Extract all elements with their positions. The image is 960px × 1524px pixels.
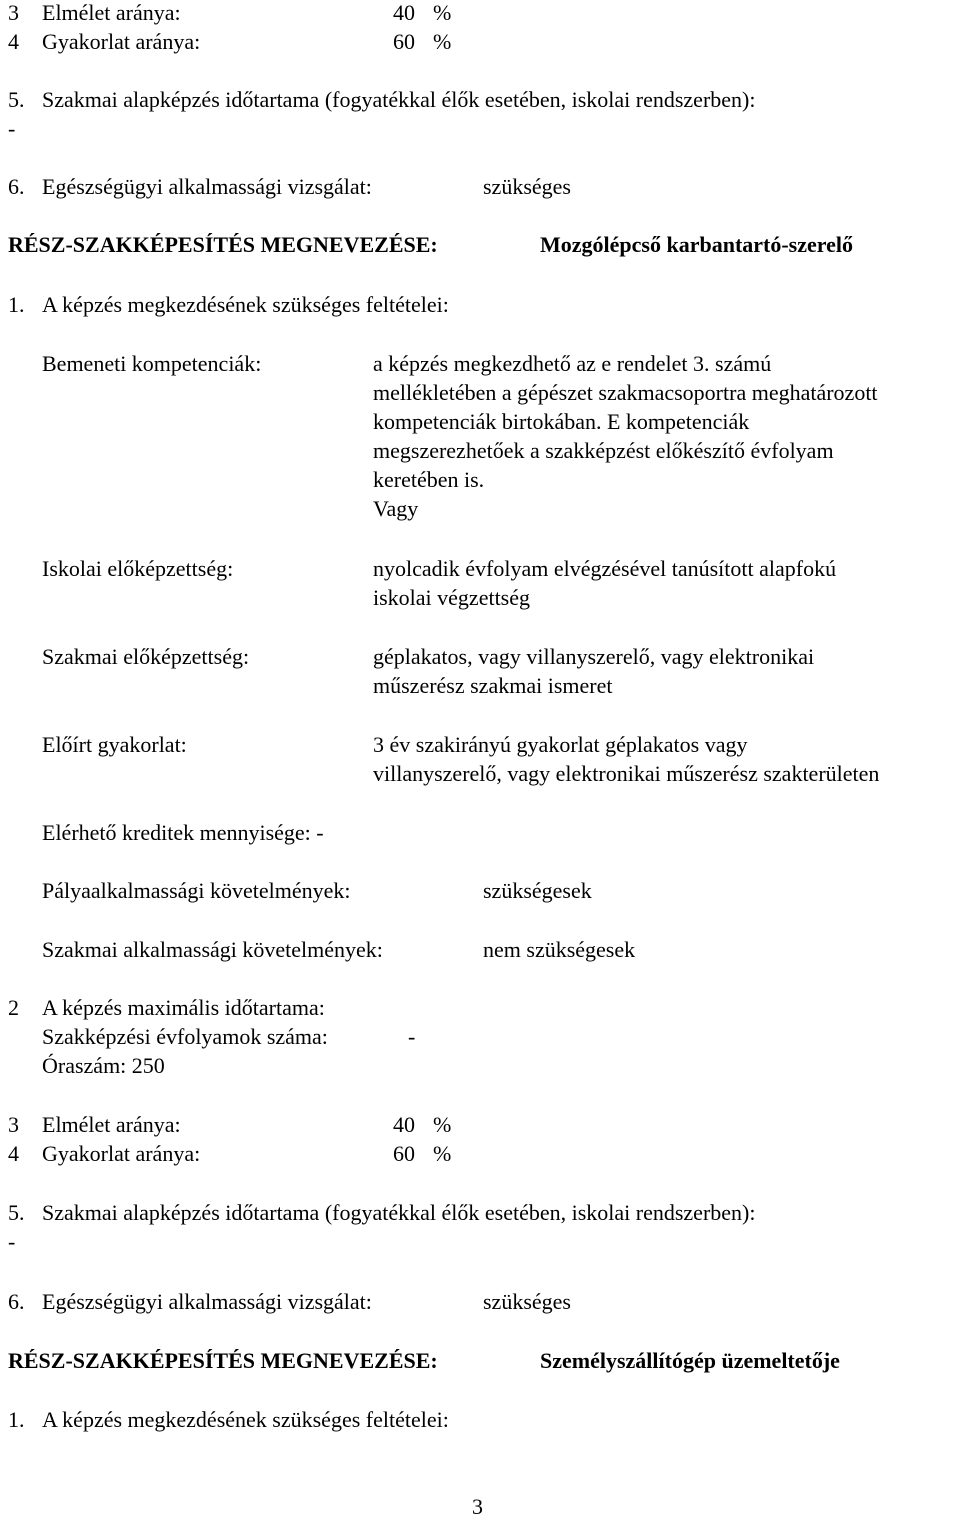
input-competencies-line: Vagy	[373, 496, 419, 521]
entry-conditions-label: A képzés megkezdésének szükséges feltételei:	[42, 1407, 449, 1432]
professional-aptitude-value: nem szükségesek	[483, 937, 636, 962]
theory-ratio-label: Elmélet aránya:	[42, 1112, 181, 1137]
health-check-label: Egészségügyi alkalmassági vizsgálat:	[42, 1289, 372, 1314]
qualification-heading: RÉSZ-SZAKKÉPESÍTÉS MEGNEVEZÉSE:	[8, 1348, 438, 1373]
entry-conditions-label: A képzés megkezdésének szükséges feltételei:	[42, 292, 449, 317]
practice-ratio-value: 60	[393, 1141, 415, 1166]
qualification-name: Személyszállítógép üzemeltetője	[540, 1348, 840, 1373]
theory-ratio-value: 40	[393, 1112, 415, 1137]
health-check-value: szükséges	[483, 174, 571, 199]
practice-ratio-label: Gyakorlat aránya:	[42, 1141, 201, 1166]
health-check-value: szükséges	[483, 1289, 571, 1314]
school-education-label: Iskolai előképzettség:	[42, 556, 234, 581]
input-competencies-line: a képzés megkezdhető az e rendelet 3. számú	[373, 351, 772, 376]
percent-unit: %	[433, 1112, 452, 1137]
basic-training-duration-label: Szakmai alapképzés időtartama (fogyatékkal élők esetében, iskolai rendszerben):	[42, 1200, 756, 1225]
item-number: 4	[8, 1141, 19, 1166]
grade-count-label: Szakképzési évfolyamok száma:	[42, 1024, 328, 1049]
required-practice-line: 3 év szakirányú gyakorlat géplakatos vagy	[373, 732, 748, 757]
professional-education-line: műszerész szakmai ismeret	[373, 673, 613, 698]
hours-text: Óraszám: 250	[42, 1053, 165, 1078]
input-competencies-line: keretében is.	[373, 467, 485, 492]
item-number: 5.	[8, 87, 25, 112]
item-number: 1.	[8, 1407, 25, 1432]
professional-education-line: géplakatos, vagy villanyszerelő, vagy elektronikai	[373, 644, 815, 669]
required-practice-line: villanyszerelő, vagy elektronikai műszerész szakterületen	[373, 761, 880, 786]
item-number: 2	[8, 995, 19, 1020]
grade-count-value: -	[408, 1024, 416, 1049]
percent-unit: %	[433, 1141, 452, 1166]
page-number: 3	[472, 1494, 483, 1519]
career-aptitude-label: Pályaalkalmassági követelmények:	[42, 878, 351, 903]
input-competencies-line: kompetenciák birtokában. E kompetenciák	[373, 409, 750, 434]
theory-ratio-value: 40	[393, 0, 415, 25]
career-aptitude-value: szükségesek	[483, 878, 592, 903]
item-number: 6.	[8, 1289, 25, 1314]
percent-unit: %	[433, 0, 452, 25]
health-check-label: Egészségügyi alkalmassági vizsgálat:	[42, 174, 372, 199]
qualification-name: Mozgólépcső karbantartó-szerelő	[540, 232, 854, 257]
basic-training-duration-value: -	[8, 1229, 16, 1254]
item-number: 4	[8, 29, 19, 54]
item-number: 3	[8, 0, 19, 25]
credits-text: Elérhető kreditek mennyisége: -	[42, 820, 324, 845]
theory-ratio-label: Elmélet aránya:	[42, 0, 181, 25]
max-duration-label: A képzés maximális időtartama:	[42, 995, 325, 1020]
item-number: 3	[8, 1112, 19, 1137]
basic-training-duration-value: -	[8, 116, 16, 141]
professional-education-label: Szakmai előképzettség:	[42, 644, 250, 669]
input-competencies-line: megszerezhetőek a szakképzést előkészítő évfolyam	[373, 438, 834, 463]
basic-training-duration-label: Szakmai alapképzés időtartama (fogyatékkal élők esetében, iskolai rendszerben):	[42, 87, 756, 112]
item-number: 1.	[8, 292, 25, 317]
required-practice-label: Előírt gyakorlat:	[42, 732, 187, 757]
percent-unit: %	[433, 29, 452, 54]
school-education-line: iskolai végzettség	[373, 585, 531, 610]
school-education-line: nyolcadik évfolyam elvégzésével tanúsított alapfokú	[373, 556, 837, 581]
item-number: 5.	[8, 1200, 25, 1225]
qualification-heading: RÉSZ-SZAKKÉPESÍTÉS MEGNEVEZÉSE:	[8, 232, 438, 257]
input-competencies-line: mellékletében a gépészet szakmacsoportra meghatározott	[373, 380, 878, 405]
item-number: 6.	[8, 174, 25, 199]
practice-ratio-label: Gyakorlat aránya:	[42, 29, 201, 54]
input-competencies-label: Bemeneti kompetenciák:	[42, 351, 262, 376]
practice-ratio-value: 60	[393, 29, 415, 54]
professional-aptitude-label: Szakmai alkalmassági követelmények:	[42, 937, 383, 962]
